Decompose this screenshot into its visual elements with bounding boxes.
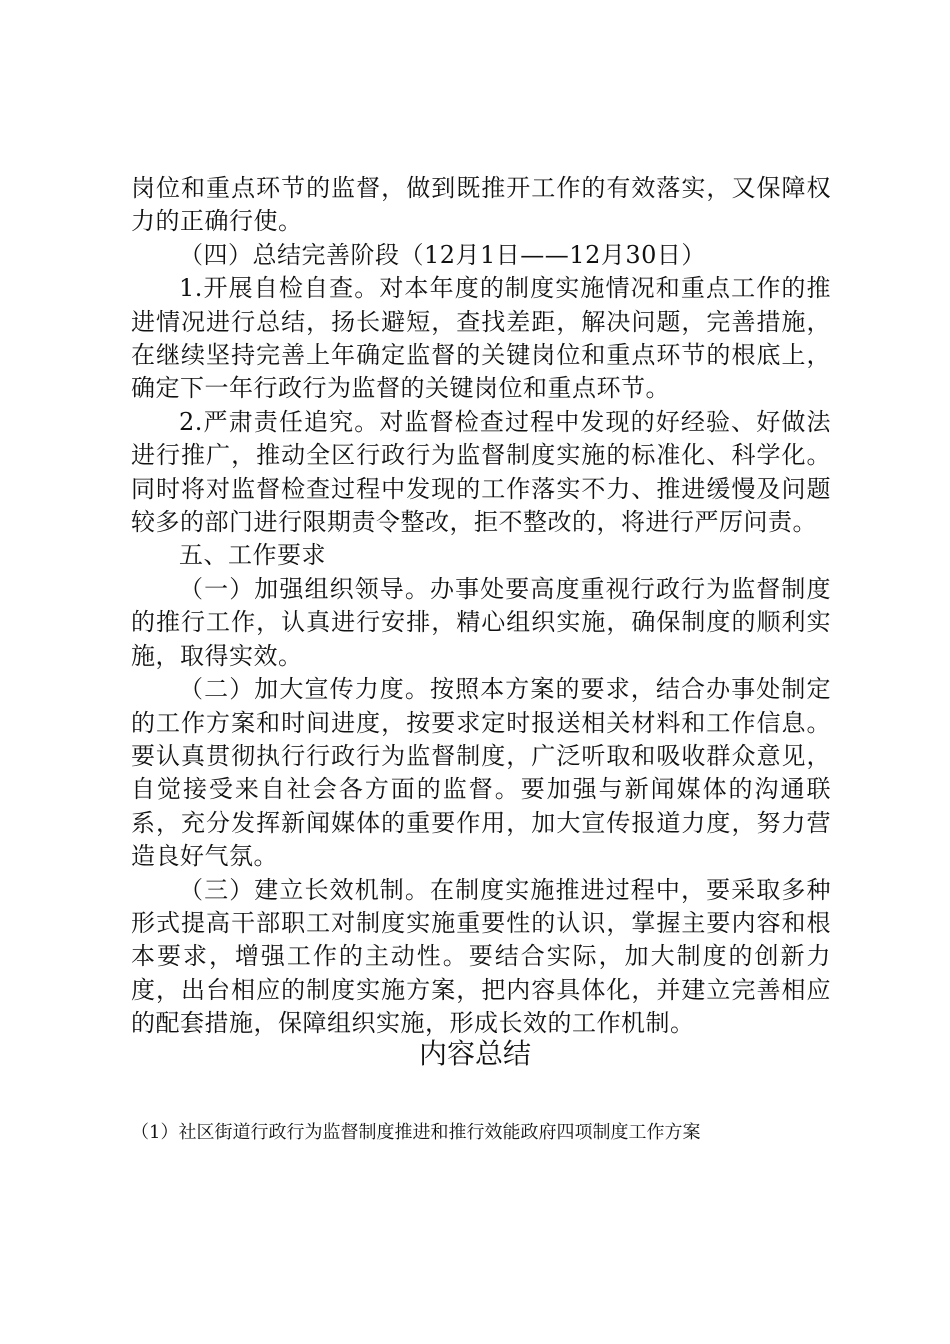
paragraph-accountability: 2.严肃责任追究。对监督检查过程中发现的好经验、好做法进行推广，推动全区行政行为监督制度实施的标准化、科学化。同时将对监督检查过程中发现的工作落实不力、推进缓慢及问题较多的部门进行限期责令整改，拒不整改的，将进行严厉问责。 <box>131 407 831 537</box>
paragraph-organization-leadership: （一）加强组织领导。办事处要高度重视行政行为监督制度的推行工作，认真进行安排，精心组织实施，确保制度的顺利实施，取得实效。 <box>131 574 831 670</box>
summary-title: 内容总结 <box>418 1037 531 1070</box>
section-heading-summary-stage: （四）总结完善阶段（12月1日——12月30日） <box>179 240 706 269</box>
section-heading-work-requirements: 五、工作要求 <box>179 541 326 570</box>
document-body <box>131 172 831 1041</box>
paragraph-long-term-mechanism: （三）建立长效机制。在制度实施推进过程中，要采取多种形式提高干部职工对制度实施重要性的认识，掌握主要内容和根本要求，增强工作的主动性。要结合实际，加大制度的创新力度，出台相应的制度实施方案，把内容具体化，并建立完善相应的配套措施，保障组织实施，形成长效的工作机制。 <box>131 875 831 1038</box>
paragraph-continuation: 岗位和重点环节的监督，做到既推开工作的有效落实，又保障权力的正确行使。 <box>131 174 831 236</box>
paragraph-publicity: （二）加大宣传力度。按照本方案的要求，结合办事处制定的工作方案和时间进度，按要求定时报送相关材料和工作信息。要认真贯彻执行行政行为监督制度，广泛听取和吸收群众意见，自觉接受来自社会各方面的监督。要加强与新闻媒体的沟通联系，充分发挥新闻媒体的重要作用，加大宣传报道力度，努力营造良好气氛。 <box>131 675 831 871</box>
paragraph-self-check: 1.开展自检自查。对本年度的制度实施情况和重点工作的推进情况进行总结，扬长避短，查找差距，解决问题，完善措施，在继续坚持完善上年确定监督的关键岗位和重点环节的根底上，确定下一年行政行为监督的关键岗位和重点环节。 <box>131 274 831 403</box>
summary-item: （1）社区街道行政行为监督制度推进和推行效能政府四项制度工作方案 <box>131 1122 701 1143</box>
